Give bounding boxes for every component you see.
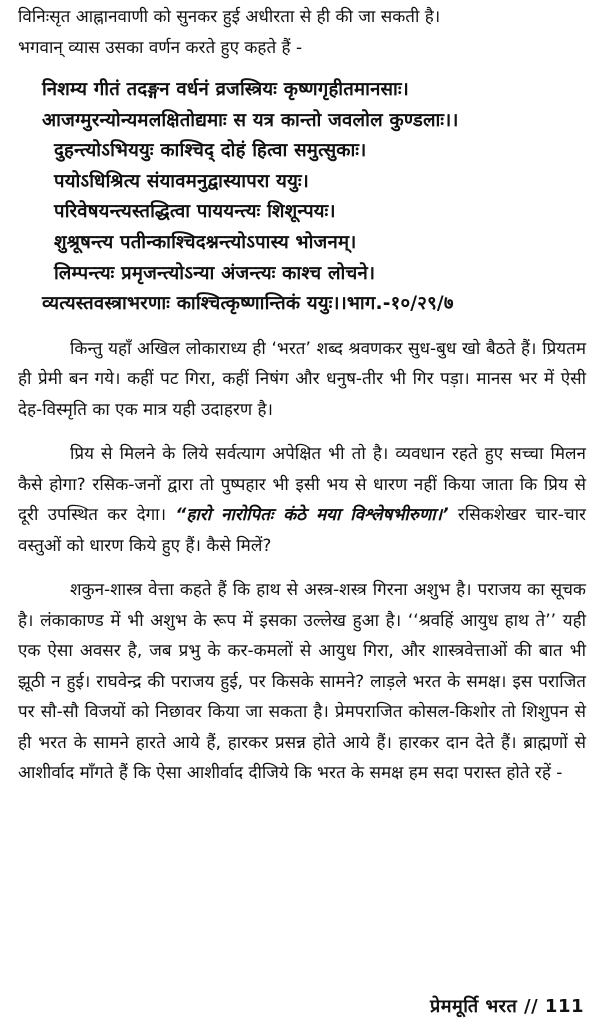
paragraph-text: प्रिय से मिलने के लिये सर्वत्याग अपेक्षित भी तो है। व्यवधान रहते हुए सच्चा मिलन कैसे होगा? रसिक-जनों द्वारा तो पुष्पहार भी इसी भय से धारण नहीं किया जाता कि प्रिय से दूरी उपस्थित कर देगा।	[18, 444, 586, 526]
sanskrit-verse	[18, 75, 586, 320]
body-paragraph-3: शकुन-शास्त्र वेत्ता कहते हैं कि हाथ से अस्त्र-शस्त्र गिरना अशुभ है। पराजय का सूचक है। लंकाकाण्ड में भी अशुभ के रूप में इसका उल्लेख हुआ है। ‘‘श्रवहिं आयुध हाथ ते’’ यही एक ऐसा अवसर है, जब प्रभु के कर-कमलों से आयुध गिरा, और शास्त्रवेत्ताओं की बात भी झूठी न हुई। राघवेन्द्र की पराजय हुई, पर किसके सामने? लाड़ले भरत के समक्ष। इस पराजित पर सौ-सौ विजयों को निछावर किया जा सकता है। प्रेमपराजित कोसल-किशोर तो शिशुपन से ही भरत के सामने हारते आये हैं, हारकर प्रसन्न होते आये हैं। हारकर दान देते हैं। ब्राह्मणों से आशीर्वाद माँगते हैं कि ऐसा आशीर्वाद दीजिये कि भरत के समक्ष हम सदा परास्त होते रहें -	[18, 580, 586, 784]
paragraph-text: रसिकशेखर चार-चार वस्तुओं को धारण किये हुए हैं। कैसे मिलें?	[18, 505, 586, 556]
verse-line: निशम्य गीतं तदङ्गन वर्धनं व्रजस्त्रियः कृष्णगृहीतमानसाः।	[42, 79, 409, 100]
intro-paragraph	[18, 2, 586, 63]
book-page	[0, 2, 600, 1030]
intro-line-1: विनिःसृत आह्नानवाणी को सुनकर हुई अधीरता से ही की जा सकती है।	[18, 7, 441, 27]
verse-line: शुश्रूषन्त्य पतीन्काश्चिदश्नन्त्योऽपास्य भोजनम्।	[54, 231, 357, 253]
intro-line-2: भगवान् व्यास उसका वर्णन करते हुए कहते हैं -	[18, 37, 303, 58]
body-paragraph-1: किन्तु यहाँ अखिल लोकाराध्य ही ‘भरत’ शब्द श्रवणकर सुध-बुध खो बैठते हैं। प्रियतम ही प्रेमी बन गये। कहीं पट गिरा, कहीं निषंग और धनुष-तीर भी गिर पड़ा। मानस भर में ऐसी देह-विस्मृति का एक मात्र यही उदाहरण है।	[18, 338, 586, 420]
page-footer: प्रेममूर्ति भरत // 111	[430, 996, 584, 1017]
verse-line: आजग्मुरन्योन्यमलक्षितोद्यमाः स यत्र कान्तो जवलोल कुण्डलाः।।	[42, 109, 459, 131]
verse-line: पयोऽधिश्रित्य संयावमनुद्वास्यापरा ययुः।	[54, 170, 309, 192]
verse-line: दुहन्त्योऽभिययुः काश्चिद् दोहं हित्वा समुत्सुकाः।	[54, 140, 367, 162]
verse-line: लिम्पन्त्यः प्रमृजन्त्योऽन्या अंजन्त्यः काश्च लोचने।	[54, 262, 376, 284]
verse-line: व्यत्यस्तवस्त्राभरणाः काश्चित्कृष्णान्तिकं ययुः।।भाग.-१०/२९/७	[42, 293, 454, 315]
verse-line: परिवेषयन्त्यस्तद्धित्वा पाययन्त्यः शिशून्पयः।	[54, 201, 336, 223]
body-paragraph-2	[18, 439, 586, 561]
sanskrit-quote: “हारो नारोपितः कंठे मया विश्लेषभीरुणा।’	[175, 505, 449, 526]
